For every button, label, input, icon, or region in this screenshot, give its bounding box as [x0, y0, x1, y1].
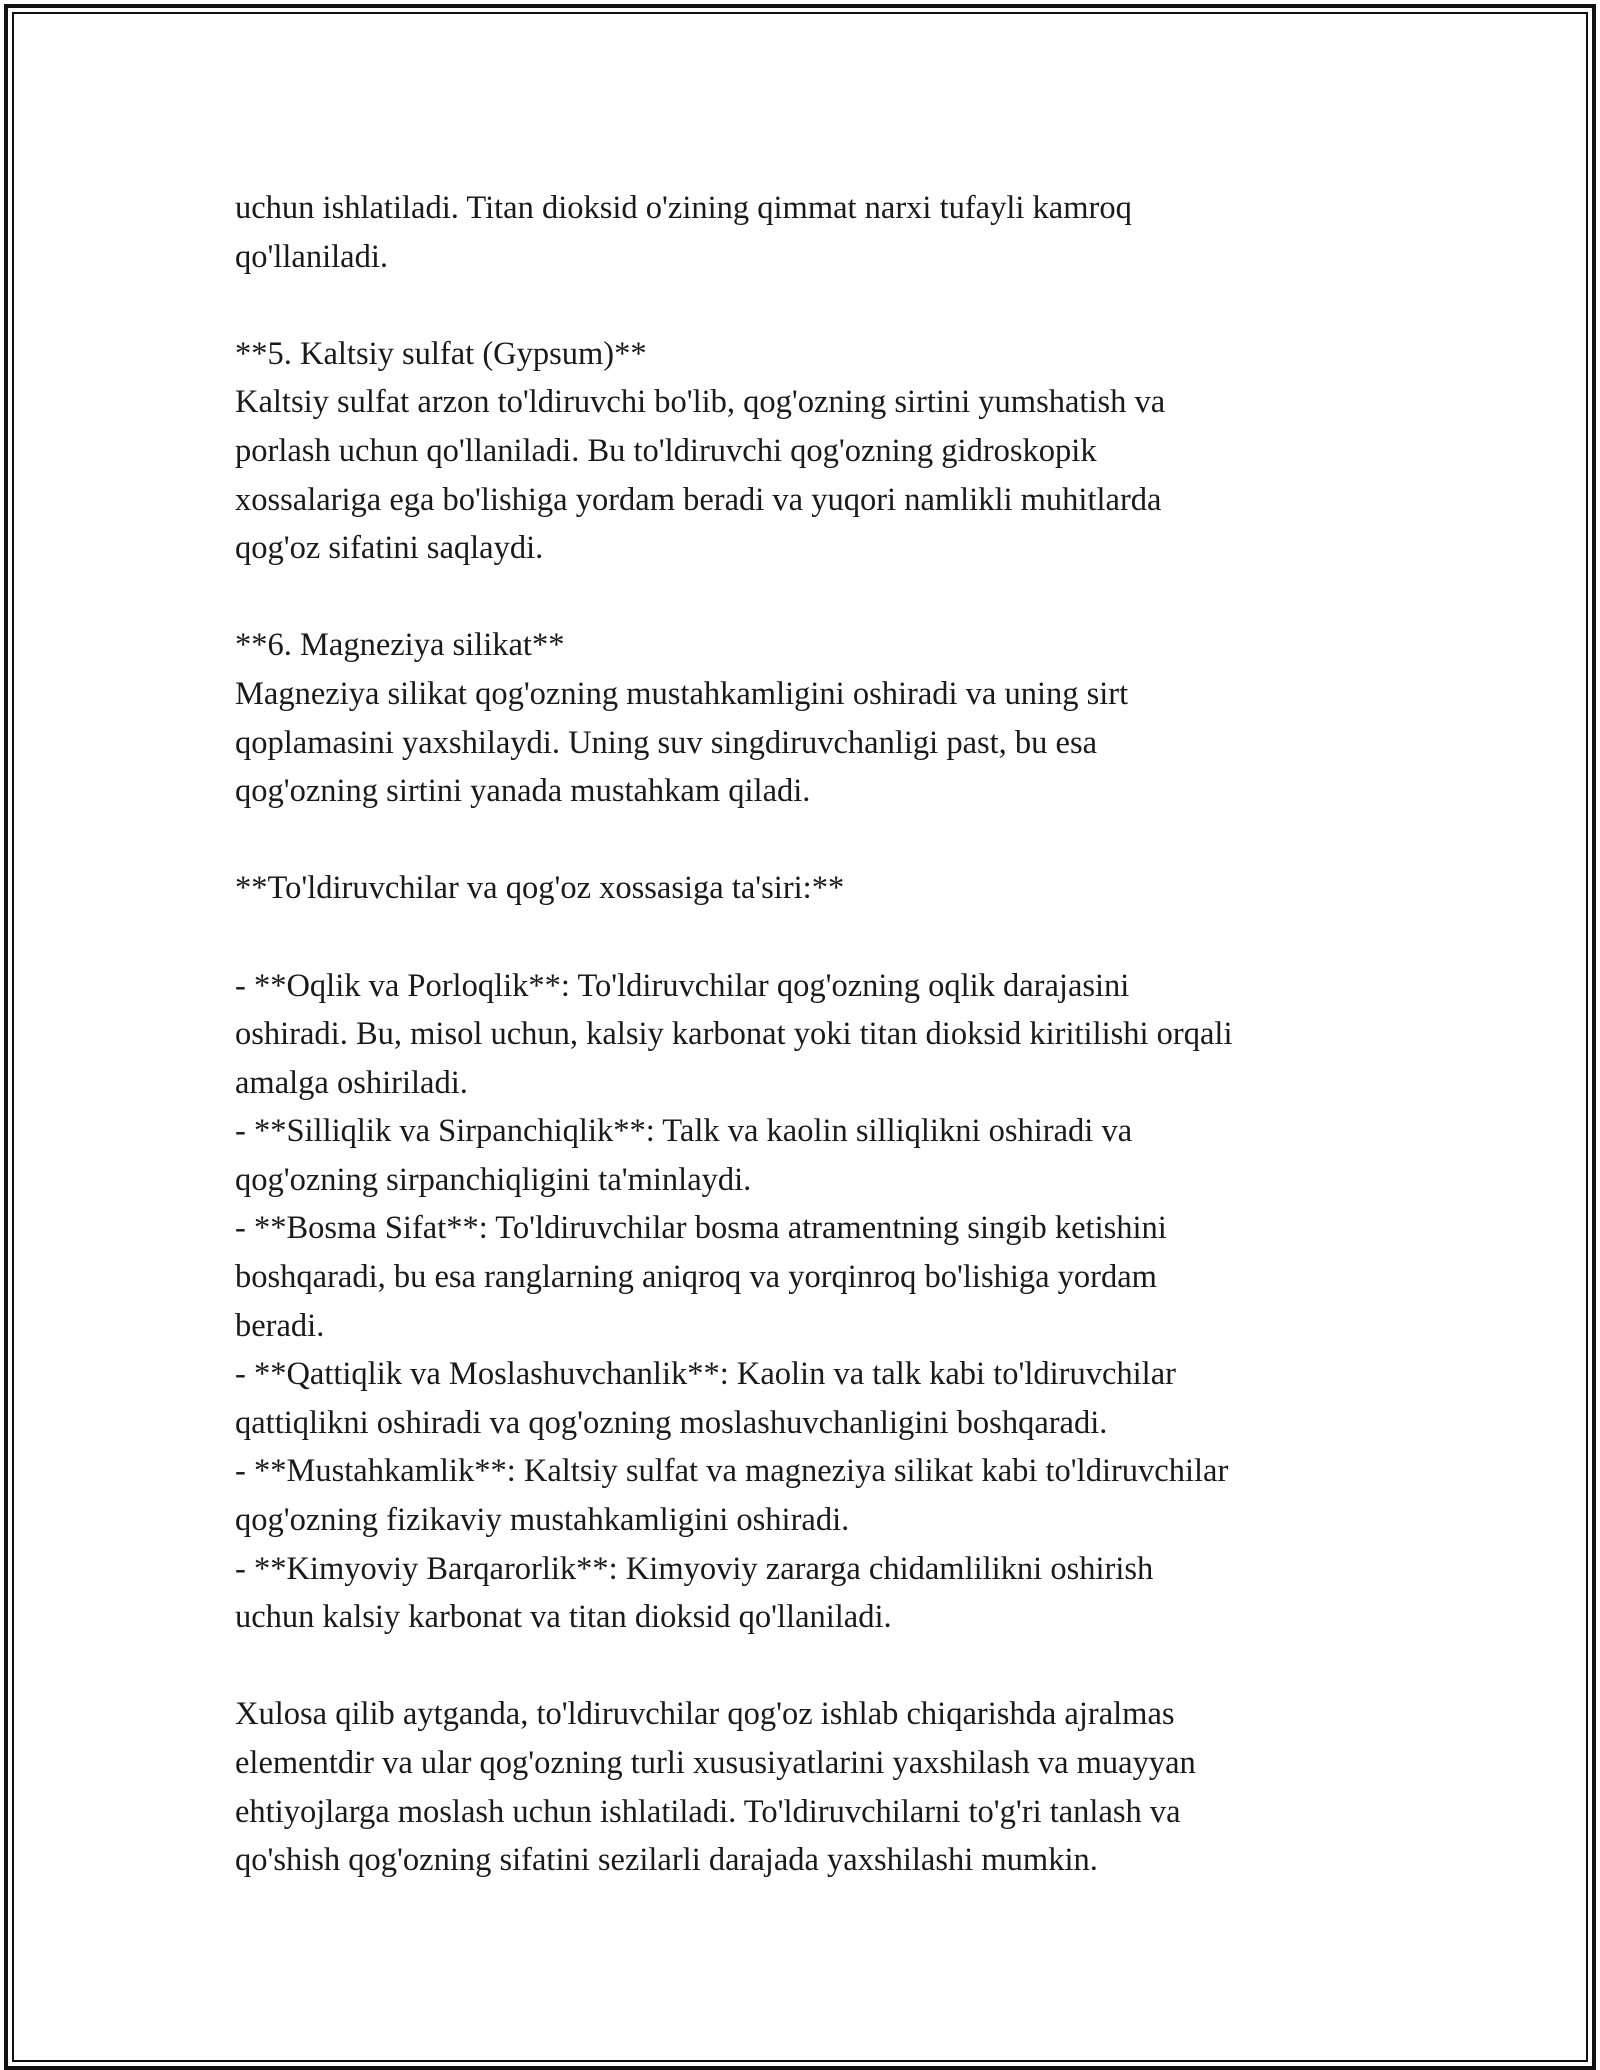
list-line: - **Silliqlik va Sirpanchiqlik**: Talk va kaolin silliqlikni oshiradi va: [235, 1113, 1133, 1150]
list-line: qog'ozning fizikaviy mustahkamligini oshiradi.: [235, 1502, 850, 1539]
list-line: qattiqlikni oshiradi va qog'ozning moslashuvchanligini boshqaradi.: [235, 1404, 1108, 1441]
paragraph-line: ehtiyojlarga moslash uchun ishlatiladi. To'ldiruvchilarni to'g'ri tanlash va: [235, 1793, 1181, 1830]
list-line: oshiradi. Bu, misol uchun, kalsiy karbonat yoki titan dioksid kiritilishi orqali: [235, 1016, 1233, 1053]
heading-text: **6. Magneziya silikat**: [235, 627, 565, 664]
heading-toldiruvchilar-tasiri: [235, 864, 1385, 913]
paragraph-spacer: [235, 913, 1385, 962]
paragraph-kaltsiy-sulfat: [235, 378, 1385, 572]
list-line: - **Mustahkamlik**: Kaltsiy sulfat va magneziya silikat kabi to'ldiruvchilar: [235, 1453, 1229, 1490]
paragraph-spacer: [235, 1642, 1385, 1691]
list-line: qog'ozning sirpanchiqligini ta'minlaydi.: [235, 1161, 752, 1198]
paragraph-intro-continued: [235, 184, 1385, 281]
list-line: beradi.: [235, 1307, 325, 1344]
paragraph-line: qo'shish qog'ozning sifatini sezilarli darajada yaxshilashi mumkin.: [235, 1842, 1098, 1879]
heading-kaltsiy-sulfat: [235, 330, 1385, 379]
paragraph-line: Kaltsiy sulfat arzon to'ldiruvchi bo'lib, qog'ozning sirtini yumshatish va: [235, 384, 1166, 421]
paragraph-spacer: [235, 573, 1385, 622]
list-line: - **Kimyoviy Barqarorlik**: Kimyoviy zararga chidamlilikni oshirish: [235, 1550, 1154, 1587]
list-line: - **Qattiqlik va Moslashuvchanlik**: Kaolin va talk kabi to'ldiruvchilar: [235, 1356, 1176, 1393]
paragraph-line: qoplamasini yaxshilaydi. Uning suv singdiruvchanligi past, bu esa: [235, 724, 1098, 761]
list-line: - **Bosma Sifat**: To'ldiruvchilar bosma atramentning singib ketishini: [235, 1210, 1167, 1247]
paragraph-xulosa: [235, 1690, 1385, 1884]
paragraph-line: xossalariga ega bo'lishiga yordam beradi va yuqori namlikli muhitlarda: [235, 481, 1162, 518]
paragraph-line: uchun ishlatiladi. Titan dioksid o'zining qimmat narxi tufayli kamroq: [235, 190, 1132, 226]
paragraph-line: porlash uchun qo'llaniladi. Bu to'ldiruvchi qog'ozning gidroskopik: [235, 432, 1097, 469]
paragraph-line: Magneziya silikat qog'ozning mustahkamligini oshiradi va uning sirt: [235, 675, 1129, 712]
list-line: - **Oqlik va Porloqlik**: To'ldiruvchilar qog'ozning oqlik darajasini: [235, 967, 1130, 1004]
list-line: uchun kalsiy karbonat va titan dioksid qo'llaniladi.: [235, 1599, 892, 1636]
paragraph-line: Xulosa qilib aytganda, to'ldiruvchilar qog'oz ishlab chiqarishda ajralmas: [235, 1696, 1175, 1733]
list-line: boshqaradi, bu esa ranglarning aniqroq va yorqinroq bo'lishiga yordam: [235, 1259, 1157, 1296]
list-line: amalga oshiriladi.: [235, 1064, 468, 1101]
list-toldiruvchilar-tasiri: [235, 962, 1385, 1642]
paragraph-line: qog'ozning sirtini yanada mustahkam qiladi.: [235, 773, 811, 810]
paragraph-magneziya-silikat: [235, 670, 1385, 816]
paragraph-line: elementdir va ular qog'ozning turli xususiyatlarini yaxshilash va muayyan: [235, 1745, 1196, 1781]
paragraph-line: qog'oz sifatini saqlaydi.: [235, 530, 544, 567]
heading-text: **5. Kaltsiy sulfat (Gypsum)**: [235, 335, 647, 372]
heading-text: **To'ldiruvchilar va qog'oz xossasiga ta'siri:**: [235, 870, 845, 907]
paragraph-line: qo'llaniladi.: [235, 238, 388, 275]
paragraph-spacer: [235, 816, 1385, 865]
paragraph-spacer: [235, 281, 1385, 330]
heading-magneziya-silikat: [235, 621, 1385, 670]
document-body: [235, 184, 1385, 1885]
